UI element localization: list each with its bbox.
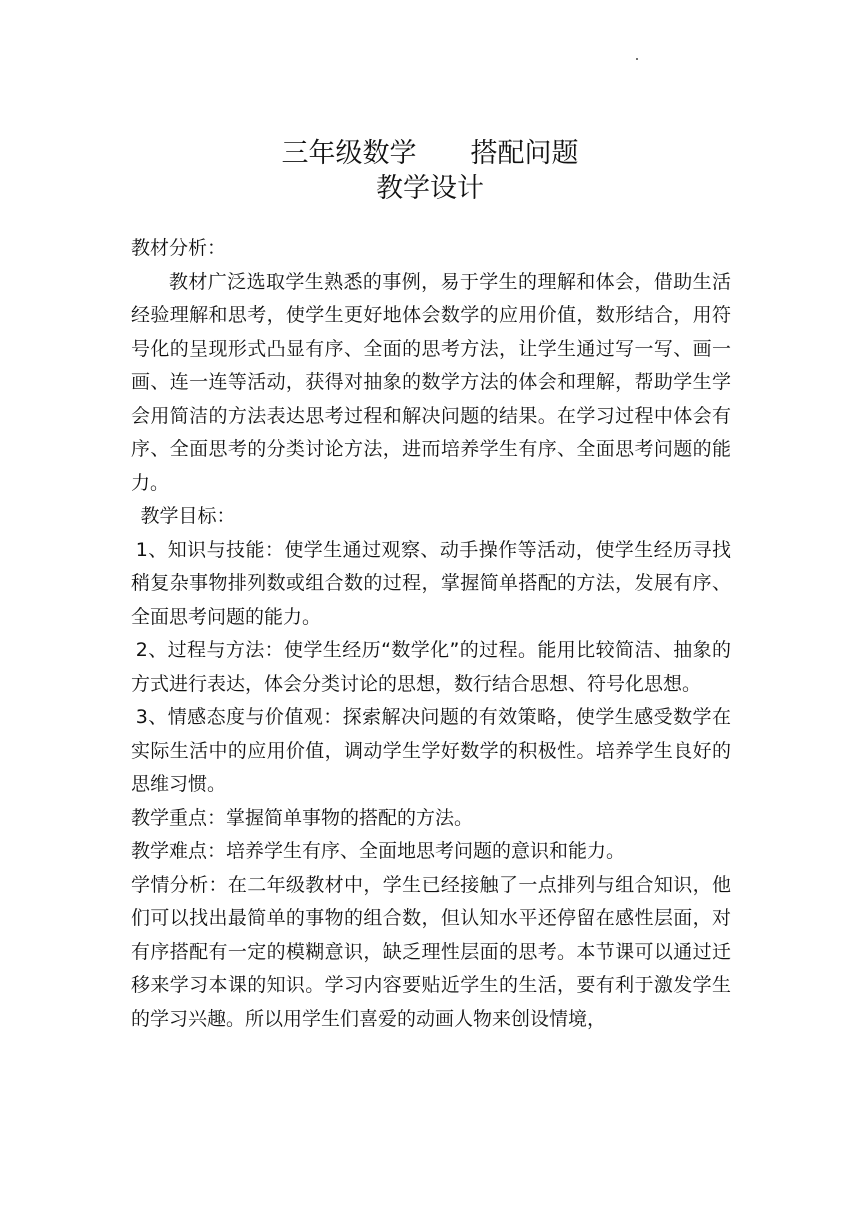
material-paragraph: 教材广泛选取学生熟悉的事例，易于学生的理解和体会，借助生活经验理解和思考，使学生更好地体会数学的应用价值，数形结合，用符号化的呈现形式凸显有序、全面的思考方法，让学生通过写一写、画一画、连一连等活动，获得对抽象的数学方法的体会和理解，帮助学生学会用简洁的方法表达思考过程和解决问题的结果。在学习过程中体会有序、全面思考的分类讨论方法，进而培养学生有序、全面思考问题的能力。 (131, 270, 731, 494)
learner-analysis: 学情分析：在二年级教材中，学生已经接触了一点排列与组合知识，他们可以找出最简单的事物的组合数，但认知水平还停留在感性层面，对有序搭配有一定的模糊意识，缺乏理性层面的思考。本节课可以通过迁移来学习本课的知识。学习内容要贴近学生的生活，要有利于激发学生的学习兴趣。所以用学生们喜爱的动画人物来创设情境， (131, 873, 731, 1030)
material-heading: 教材分析： (131, 237, 227, 259)
goal-attitude-values: 3、情感态度与价值观：探索解决问题的有效策略，使学生感受数学在实际生活中的应用价值，调动学生学好数学的积极性。培养学生良好的思维习惯。 (131, 706, 731, 795)
document-subtitle: 教学设计 (376, 173, 484, 204)
goals-heading: 教学目标： (140, 505, 236, 527)
goal-process-method: 2、过程与方法：使学生经历“数学化”的过程。能用比较简洁、抽象的方式进行表达，体会分类讨论的思想，数行结合思想、符号化思想。 (131, 639, 731, 695)
document-title: 三年级数学 搭配问题 (281, 138, 579, 169)
goal-knowledge-skills: 1、知识与技能：使学生通过观察、动手操作等活动，使学生经历寻找稍复杂事物排列数或组合数的过程，掌握简单搭配的方法，发展有序、全面思考问题的能力。 (131, 538, 731, 628)
document-body (131, 232, 731, 1036)
teaching-key-point: 教学重点：掌握简单事物的搭配的方法。 (131, 806, 474, 829)
teaching-difficulty: 教学难点：培养学生有序、全面地思考问题的意识和能力。 (131, 840, 626, 862)
page-dot-mark (636, 58, 638, 60)
